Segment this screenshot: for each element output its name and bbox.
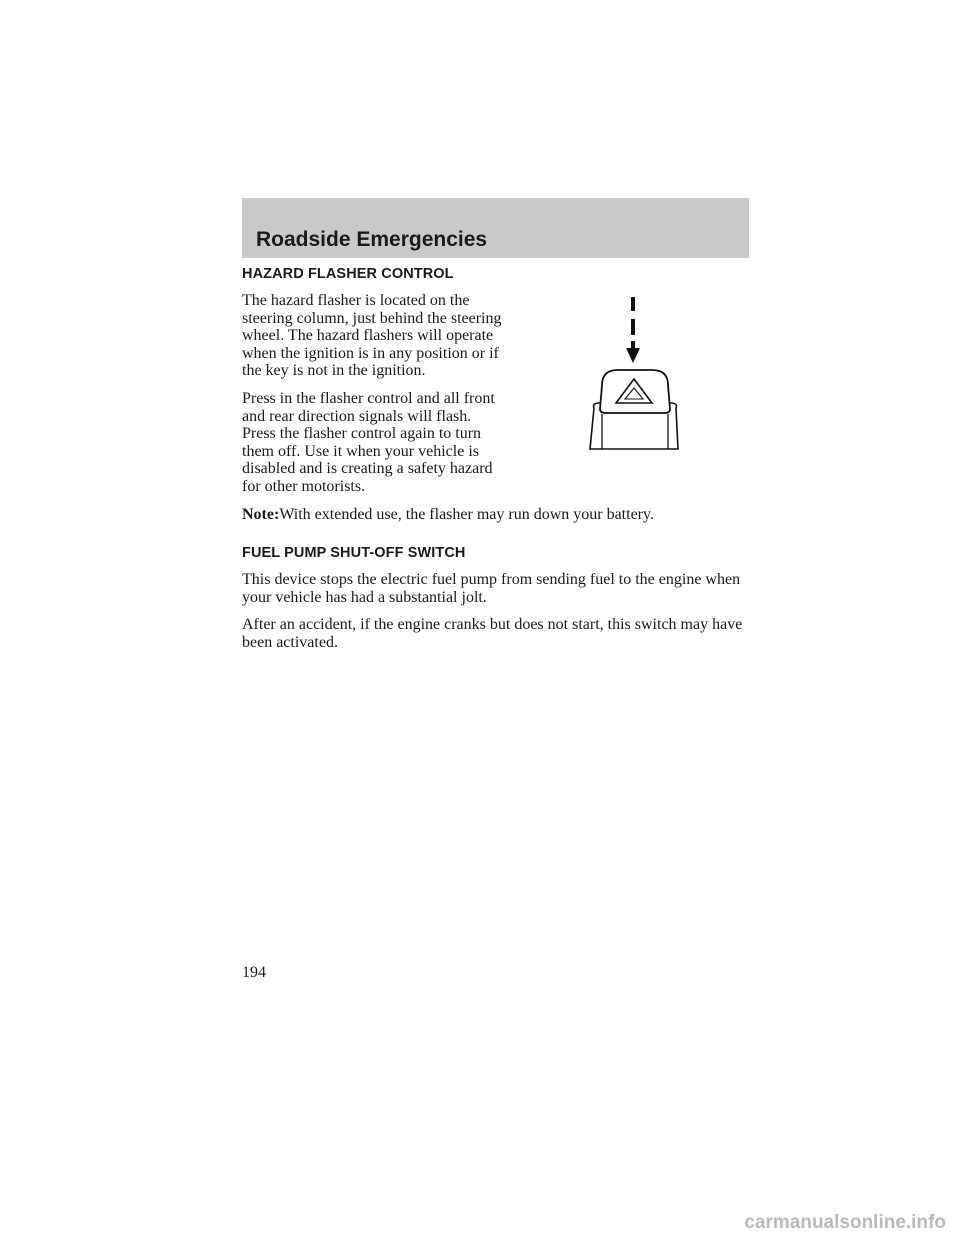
hazard-paragraph-2: Press in the flasher control and all front and rear direction signals will flash. Press the flasher control again to turn them off. Use it when your vehicle is disabled and is creating a safety hazard for other motorists. [242, 389, 495, 495]
hazard-heading: HAZARD FLASHER CONTROL [242, 266, 454, 282]
section-title: Roadside Emergencies [256, 228, 488, 251]
note-label: Note: [242, 505, 280, 523]
hazard-note [242, 506, 749, 524]
fuel-pump-heading: FUEL PUMP SHUT-OFF SWITCH [242, 545, 466, 562]
page-number: 194 [242, 964, 266, 981]
note-text: With extended use, the flasher may run down your battery. [279, 505, 654, 523]
fuel-pump-paragraph-2: After an accident, if the engine cranks but does not start, this switch may have been activated. [242, 616, 743, 651]
fuel-pump-paragraph-1: This device stops the electric fuel pump from sending fuel to the engine when your vehicle has had a substantial jolt. [242, 571, 741, 606]
arrow-head [626, 348, 640, 363]
hazard-switch-figure [580, 291, 690, 456]
section-header-band [242, 198, 749, 258]
hazard-switch-icon [580, 291, 690, 456]
watermark: carmanualsonline.info [744, 1212, 946, 1233]
hazard-paragraph-1: The hazard flasher is located on the steering column, just behind the steering wheel. The hazard flashers will operate when the ignition is in any position or if the key is not in the ignition. [242, 292, 502, 380]
